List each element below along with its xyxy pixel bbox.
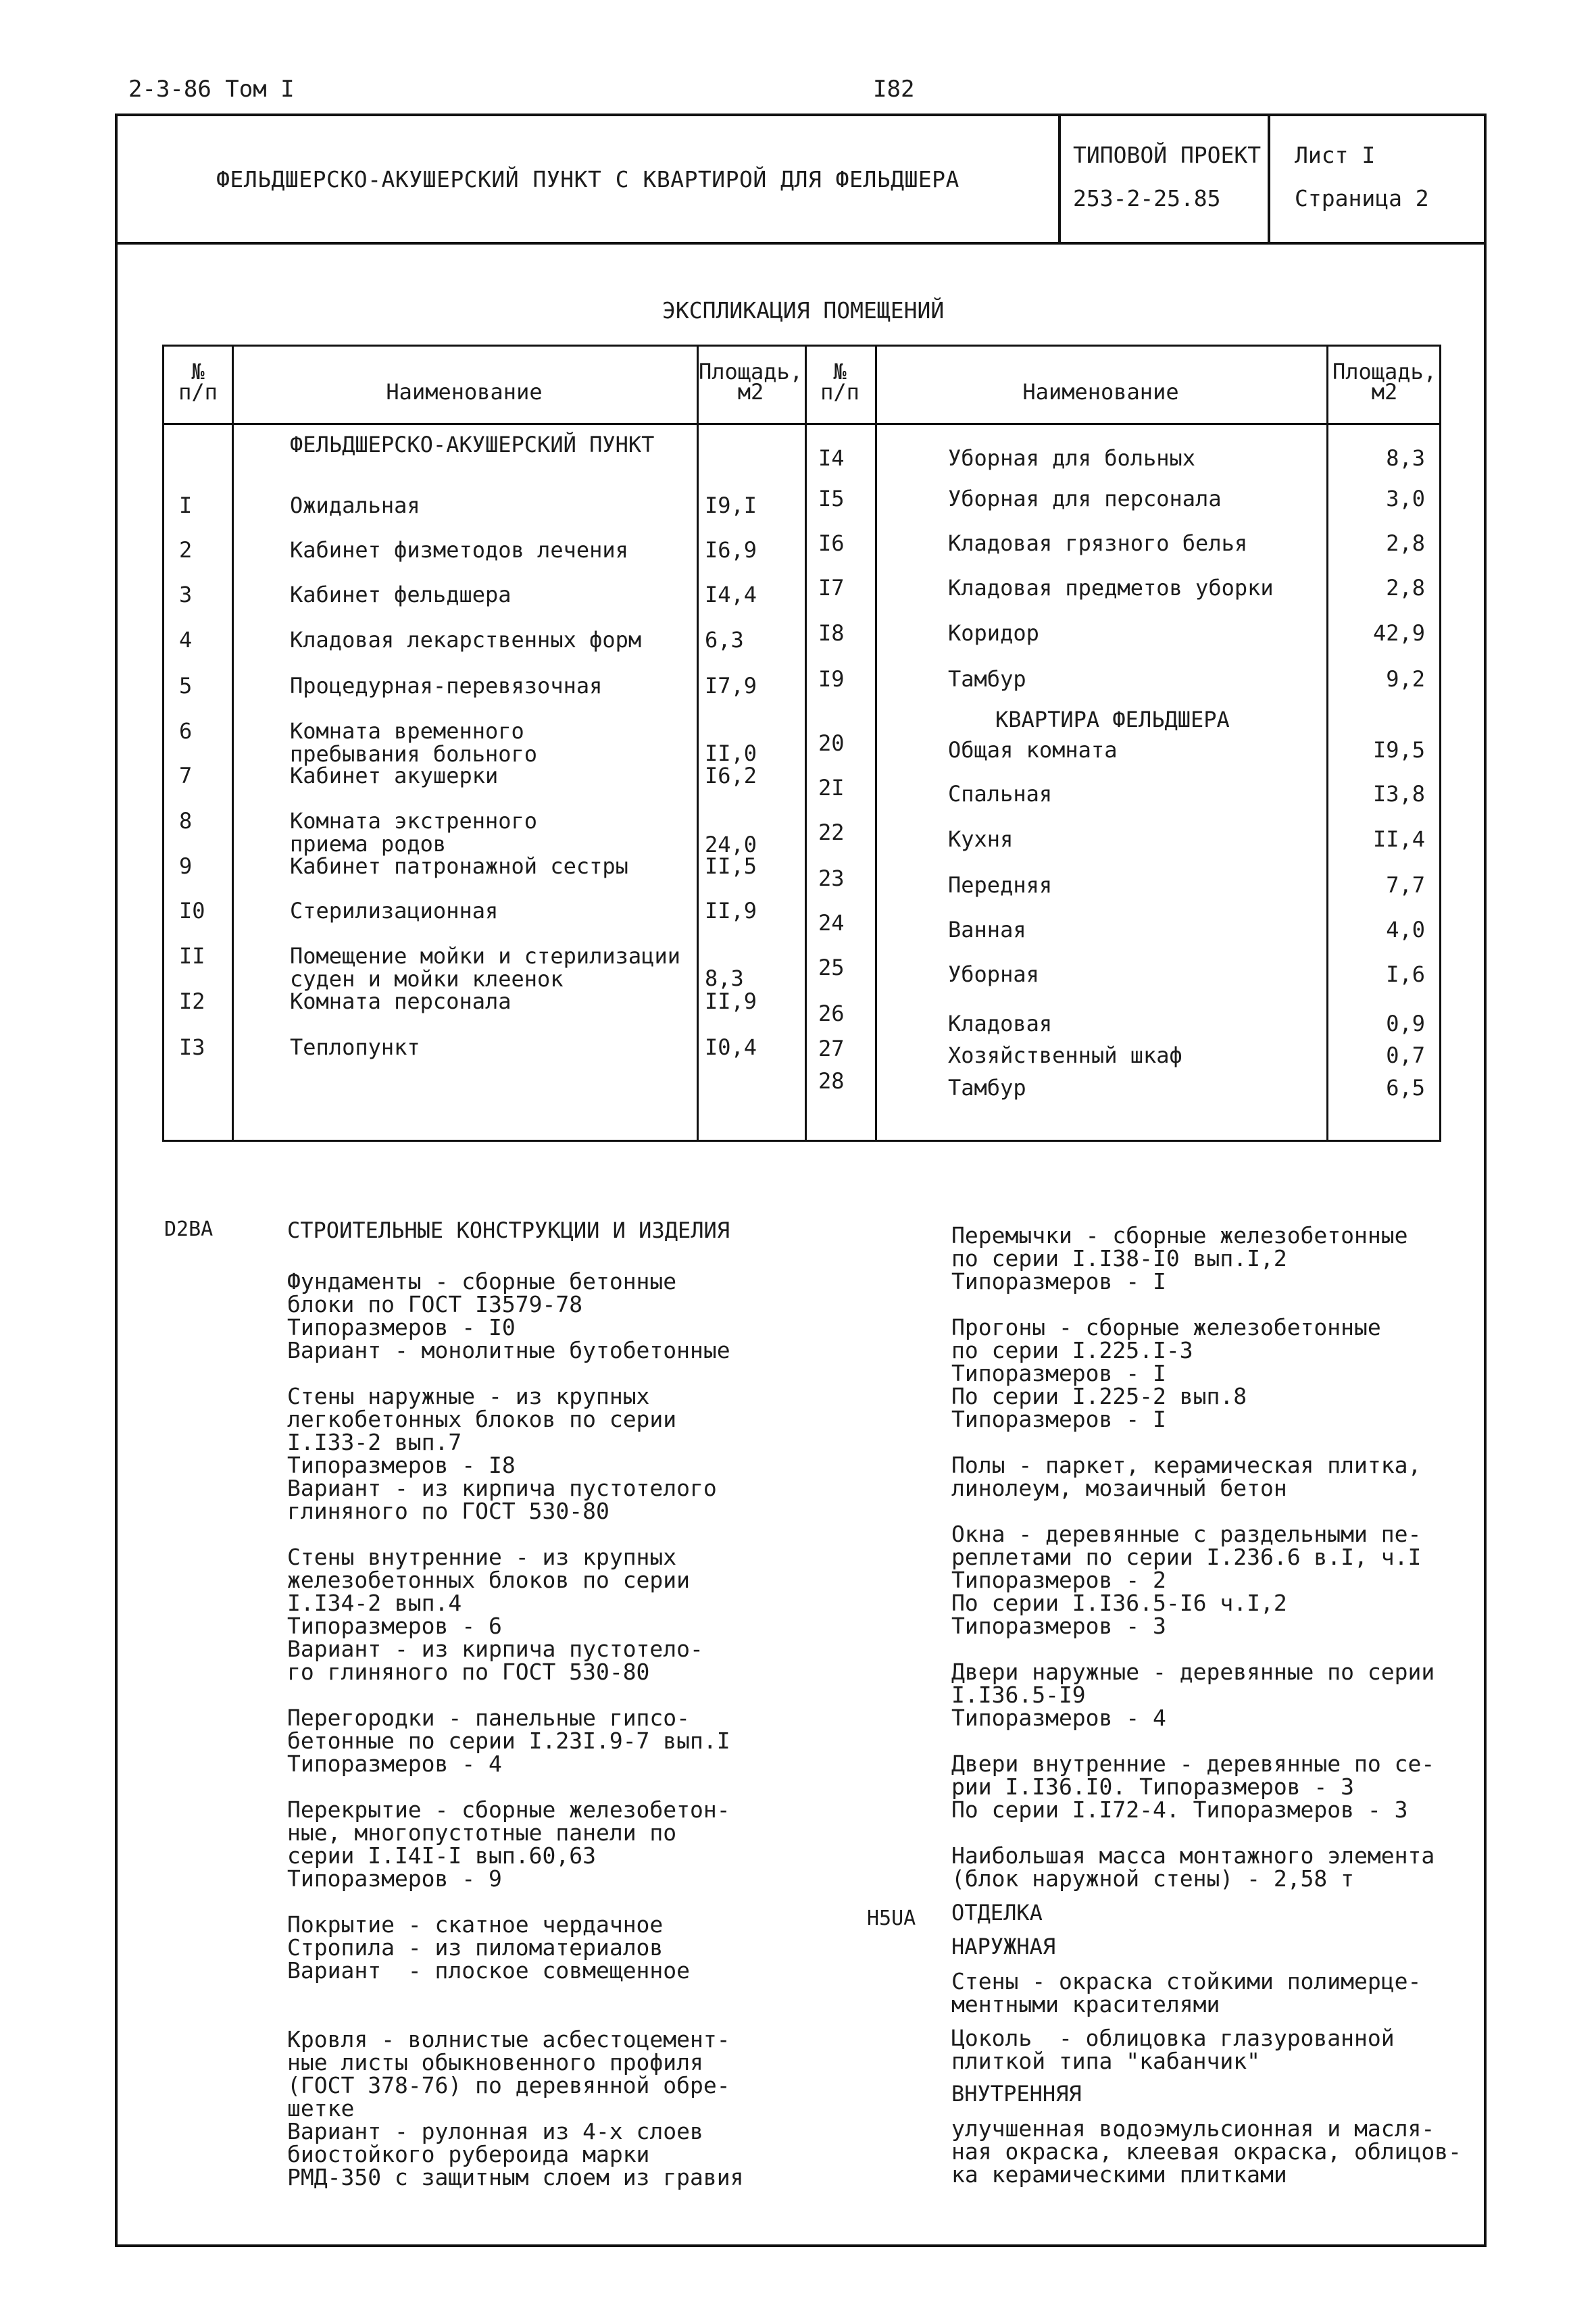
header-name-right: Наименование <box>1022 379 1179 405</box>
room-area: 6,5 <box>1386 1075 1425 1101</box>
room-area: I3,8 <box>1372 781 1425 807</box>
spec-paragraph: Наибольшая масса монтажного элемента (блок наружной стены) - 2,58 т <box>951 1842 1435 1892</box>
constructions-code: D2BA <box>164 1217 214 1241</box>
room-area: 0,7 <box>1386 1042 1425 1068</box>
room-area: II,9 <box>705 988 757 1014</box>
room-area: 8,3 <box>705 965 744 991</box>
document-code: 2-3-86 Том I <box>128 76 295 103</box>
outer-finishing-column <box>951 1970 1421 2093</box>
spec-paragraph: Кровля - волнистые асбестоцемент- ные листы обыкновенного профиля (ГОСТ 378-76) по деревянной обре- шетке Вариант - рулонная из 4-х слоев биостойкого рубероида марки РМД-350 с защитным слоем из гравия <box>287 2026 744 2190</box>
row-number: I7 <box>818 575 845 601</box>
row-number: 25 <box>818 955 845 980</box>
spec-paragraph: Полы - паркет, керамическая плитка, линолеум, мозаичный бетон <box>951 1452 1422 1501</box>
room-name: Передняя <box>948 872 1053 898</box>
row-number: I3 <box>179 1034 205 1060</box>
project-label: ТИПОВОЙ ПРОЕКТ <box>1073 142 1262 168</box>
row-number: 23 <box>818 865 845 891</box>
room-area: II,0 <box>705 740 757 766</box>
room-area: I4,4 <box>705 582 757 607</box>
row-number: 2 <box>179 537 193 563</box>
section-heading-apartment: КВАРТИРА ФЕЛЬДШЕРА <box>995 707 1230 732</box>
room-name: Коридор <box>948 620 1039 646</box>
room-area: 2,8 <box>1386 530 1425 556</box>
header-name-left: Наименование <box>386 379 543 405</box>
constructions-title: СТРОИТЕЛЬНЫЕ КОНСТРУКЦИИ И ИЗДЕЛИЯ <box>287 1217 730 1243</box>
sheet-cell <box>1268 116 1484 242</box>
row-number: I2 <box>179 988 205 1014</box>
room-area: I7,9 <box>705 673 757 699</box>
room-name: Ожидальная <box>290 493 420 518</box>
room-name: Комната экстренного приема родов <box>290 808 538 857</box>
row-number: 20 <box>818 730 845 756</box>
room-name: Уборная для персонала <box>948 486 1222 511</box>
spec-paragraph: Стены наружные - из крупных легкобетонных блоков по серии I.I33-2 вып.7 Типоразмеров - I8 Вариант - из кирпича пустотелого глиняного по ГОСТ 530-80 <box>287 1383 717 1524</box>
explication-title: ЭКСПЛИКАЦИЯ ПОМЕЩЕНИЙ <box>662 297 945 324</box>
table-divider <box>232 347 234 1140</box>
row-number: 5 <box>179 673 193 699</box>
room-name: Кладовая лекарственных форм <box>290 627 642 653</box>
header-num-left: № п/п <box>178 359 218 405</box>
room-name: Кабинет фельдшера <box>290 582 512 607</box>
spec-paragraph: Прогоны - сборные железобетонные по серии I.225.I-3 Типоразмеров - I По серии I.225-2 вып.8 Типоразмеров - I <box>951 1314 1381 1432</box>
spec-paragraph: Перегородки - панельные гипсо- бетонные по серии I.23I.9-7 вып.I Типоразмеров - 4 <box>287 1705 730 1777</box>
inner-finishing-title: ВНУТРЕННЯЯ <box>951 2081 1082 2107</box>
room-area: 6,3 <box>705 627 744 653</box>
spec-paragraph: Двери наружные - деревянные по серии I.I36.5-I9 Типоразмеров - 4 <box>951 1659 1435 1731</box>
room-area: 2,8 <box>1386 575 1425 601</box>
spec-paragraph: Перекрытие - сборные железобетон- ные, многопустотные панели по серии I.I4I-I вып.60,63 Типоразмеров - 9 <box>287 1796 730 1892</box>
room-name: Тамбур <box>948 1075 1026 1101</box>
room-area: 0,9 <box>1386 1011 1425 1036</box>
row-number: I6 <box>818 530 845 556</box>
constructions-right-column <box>951 1224 1435 1911</box>
room-area: I,6 <box>1386 961 1425 987</box>
row-number: I4 <box>818 445 845 471</box>
explication-table <box>162 345 1441 1142</box>
room-area: II,4 <box>1372 826 1425 852</box>
row-number: 6 <box>179 718 193 744</box>
document-title: ФЕЛЬДШЕРСКО-АКУШЕРСКИЙ ПУНКТ С КВАРТИРОЙ ДЛЯ ФЕЛЬДШЕРА <box>216 166 959 193</box>
row-number: I8 <box>818 620 845 646</box>
constructions-left-column <box>287 1270 744 2209</box>
room-area: 8,3 <box>1386 445 1425 471</box>
row-number: I <box>179 493 193 518</box>
finishing-code: H5UA <box>867 1907 916 1930</box>
room-area: I6,9 <box>705 537 757 563</box>
inner-finishing-text: улучшенная водоэмульсионная и масля- ная окраска, клеевая окраска, облицов- ка керамическими плитками <box>951 2115 1462 2188</box>
row-number: 4 <box>179 627 193 653</box>
spec-paragraph: Цоколь - облицовка глазурованной плиткой типа "кабанчик" <box>951 2025 1395 2074</box>
room-name: Комната временного пребывания больного <box>290 718 538 767</box>
table-header-divider <box>164 423 1439 425</box>
room-area: 9,2 <box>1386 666 1425 692</box>
room-name: Процедурная-перевязочная <box>290 673 603 699</box>
row-number: 22 <box>818 820 845 845</box>
row-number: 27 <box>818 1036 845 1061</box>
room-name: Тамбур <box>948 666 1026 692</box>
room-area: I9,I <box>705 493 757 518</box>
spec-paragraph: Стены внутренние - из крупных железобетонных блоков по серии I.I34-2 вып.4 Типоразмеров - 6 Вариант - из кирпича пустотело- го глиняного по ГОСТ 530-80 <box>287 1544 703 1685</box>
header-area-right: Площадь, м2 <box>1332 359 1437 405</box>
room-area: I9,5 <box>1372 737 1425 763</box>
row-number: II <box>179 943 205 969</box>
room-name: Комната персонала <box>290 988 512 1014</box>
spec-paragraph: Покрытие - скатное чердачное Стропила - из пиломатериалов Вариант - плоское совмещенное <box>287 1911 691 1984</box>
table-divider <box>875 347 877 1140</box>
room-name: Хозяйственный шкаф <box>948 1042 1182 1068</box>
room-name: Общая комната <box>948 737 1118 763</box>
room-area: 3,0 <box>1386 486 1425 511</box>
room-name: Помещение мойки и стерилизации суден и мойки клеенок <box>290 943 680 992</box>
section-heading-fap: ФЕЛЬДШЕРСКО-АКУШЕРСКИЙ ПУНКТ <box>290 432 655 457</box>
outer-finishing-title: НАРУЖНАЯ <box>951 1934 1056 1959</box>
room-name: Уборная <box>948 961 1039 987</box>
row-number: I0 <box>179 898 205 924</box>
room-area: 4,0 <box>1386 917 1425 942</box>
row-number: I5 <box>818 486 845 511</box>
spec-paragraph: Перемычки - сборные железобетонные по серии I.I38-I0 вып.I,2 Типоразмеров - I <box>951 1222 1408 1294</box>
row-number: 24 <box>818 910 845 936</box>
room-area: 7,7 <box>1386 872 1425 898</box>
spec-paragraph: Фундаменты - сборные бетонные блоки по ГОСТ I3579-78 Типоразмеров - I0 Вариант - монолитные бутобетонные <box>287 1268 730 1363</box>
row-number: 8 <box>179 808 193 834</box>
room-name: Спальная <box>948 781 1053 807</box>
row-number: 7 <box>179 763 193 788</box>
room-name: Кухня <box>948 826 1014 852</box>
row-number: 26 <box>818 1001 845 1026</box>
header-area-left: Площадь, м2 <box>698 359 803 405</box>
finishing-title: ОТДЕЛКА <box>951 1900 1043 1926</box>
room-name: Уборная для больных <box>948 445 1196 471</box>
page-number: I82 <box>873 76 915 103</box>
row-number: 9 <box>179 853 193 879</box>
project-cell <box>1058 116 1268 242</box>
room-name: Теплопункт <box>290 1034 420 1060</box>
row-number: 2I <box>818 775 845 801</box>
title-block <box>118 116 1484 245</box>
room-name: Стерилизационная <box>290 898 499 924</box>
room-area: 24,0 <box>705 832 757 857</box>
room-name: Кабинет патронажной сестры <box>290 853 628 879</box>
row-number: 3 <box>179 582 193 607</box>
room-area: 42,9 <box>1372 620 1425 646</box>
room-area: I6,2 <box>705 763 757 788</box>
room-name: Кабинет физметодов лечения <box>290 537 628 563</box>
room-name: Кладовая <box>948 1011 1053 1036</box>
table-divider <box>697 347 699 1140</box>
project-number: 253-2-25.85 <box>1073 185 1221 211</box>
room-area: II,5 <box>705 853 757 879</box>
row-number: I9 <box>818 666 845 692</box>
spec-paragraph: Окна - деревянные с раздельными пе- реплетами по серии I.236.6 в.I, ч.I Типоразмеров - 2 По серии I.I36.5-I6 ч.I,2 Типоразмеров - 3 <box>951 1521 1422 1639</box>
room-area: II,9 <box>705 898 757 924</box>
header-num-right: № п/п <box>820 359 859 405</box>
table-divider <box>1326 347 1328 1140</box>
spec-paragraph: Стены - окраска стойкими полимерце- ментными красителями <box>951 1968 1422 2017</box>
room-name: Кладовая предметов уборки <box>948 575 1274 601</box>
room-area: I0,4 <box>705 1034 757 1060</box>
row-number: 28 <box>818 1068 845 1094</box>
spec-paragraph: Двери внутренние - деревянные по се- рии I.I36.I0. Типоразмеров - 3 По серии I.I72-4. Типоразмеров - 3 <box>951 1751 1435 1823</box>
sheet-number: Лист I <box>1295 142 1376 168</box>
table-divider <box>805 347 807 1140</box>
room-name: Кабинет акушерки <box>290 763 499 788</box>
page-label: Страница 2 <box>1295 185 1429 211</box>
room-name: Кладовая грязного белья <box>948 530 1248 556</box>
room-name: Ванная <box>948 917 1026 942</box>
